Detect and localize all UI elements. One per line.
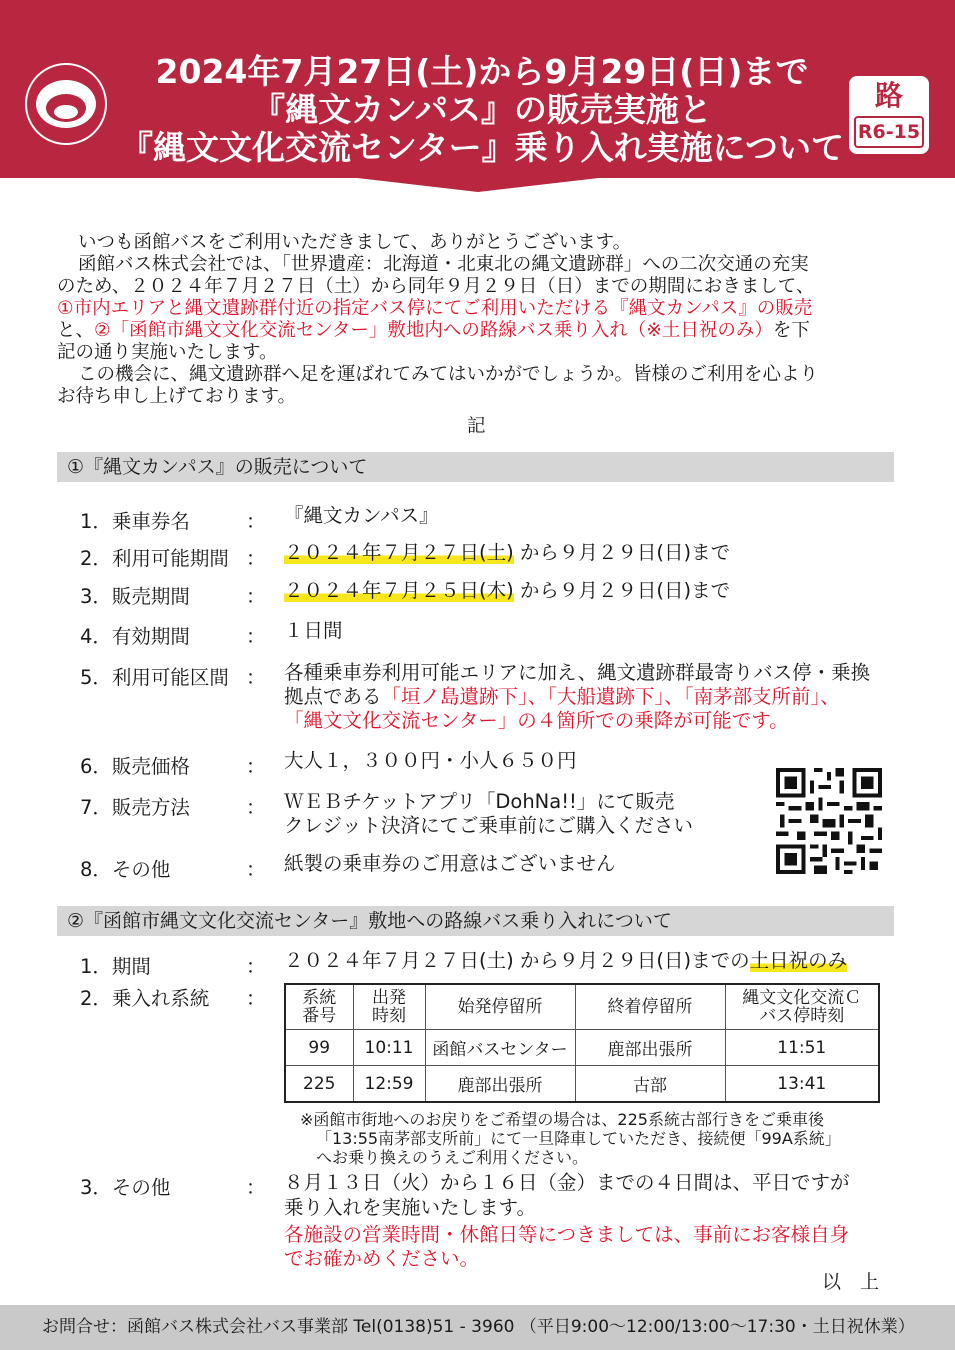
s2-item2-label: 2．乗入れ系統 [80,987,210,1010]
s1-item3-rest: から９月２９日(日)まで [519,579,731,602]
table-header-cell [285,984,353,1030]
colon: ： [246,1176,266,1199]
colon: ： [246,955,266,978]
title-line-1: 2024年7月27日(土)から9月29日(日)まで [155,52,809,91]
colon: ： [246,755,266,778]
header-notch [340,176,616,192]
s2-item3-label: 3．その他 [80,1176,171,1199]
header-depart-time: 出発 時刻 [372,988,406,1026]
note-line-1: ※函館市街地へのお戻りをご希望の場合は、225系統古部行きをご乗車後 [300,1110,824,1129]
colon: ： [246,625,266,648]
s1-item5-line2 [284,685,840,709]
table-header-cell [725,984,879,1030]
header-destination: 終着停留所 [607,997,693,1017]
route-table [284,983,880,1103]
table-cell: 13:41 [725,1066,879,1103]
s2-item1-label: 1．期間 [80,955,151,978]
s1-item7-label: 7．販売方法 [80,796,190,819]
s1-item7-line2: クレジット決済にてご乗車前にご購入ください [284,814,694,837]
title-line-3: 『縄文文化交流センター』乗り入れ実施について [119,128,845,167]
s1-item6-value: 大人１，３００円・小人６５０円 [284,749,577,772]
intro-line-2: 函館バス株式会社では、「世界遺産：北海道・北東北の縄文遺跡群」への二次交通の充実 [78,254,809,275]
colon: ： [246,547,266,570]
s1-item7-line1: ＷＥＢチケットアプリ「DohNa!!」にて販売 [284,790,675,813]
s1-item2-value [284,541,730,565]
table-cell: 10:11 [353,1030,425,1066]
colon: ： [246,666,266,689]
s1-item4-value: １日間 [284,619,343,642]
s1-item8-value: 紙製の乗車券のご用意はございません [284,852,616,875]
qr-code-icon[interactable] [776,768,882,874]
table-cell: 鹿部出張所 [575,1030,725,1066]
intro-line-3: のため、２０２４年７月２７日（土）から同年９月２９日（日）までの期間におきまして、 [57,276,815,297]
s1-item3-label: 3．販売期間 [80,585,190,608]
table-cell: 12:59 [353,1066,425,1103]
s1-item5-label: 5．利用可能区間 [80,666,229,689]
intro-line-1: いつも函館バスをご利用いただきまして、ありがとうございます。 [78,232,632,253]
s1-item2-label: 2．利用可能期間 [80,547,229,570]
table-row [285,1030,879,1066]
intro-line-5-b: を下 [772,320,810,341]
table-cell: 函館バスセンター [425,1030,575,1066]
s1-item2-highlight: ２０２４年７月２７日(土) [284,541,514,564]
table-header-cell [353,984,425,1030]
s1-item5-line3 [284,709,789,733]
table-header-row [285,984,879,1030]
s2-item3-line1: ８月１３日（火）から１６日（金）までの４日間は、平日ですが [284,1171,850,1194]
colon: ： [246,585,266,608]
s1-item5-line3-red: 「縄文文化交流センター」の４箇所での乗降が可能です。 [284,709,789,732]
s1-item2-rest: から９月２９日(日)まで [519,541,731,564]
s1-item1-label: 1．乗車券名 [80,510,190,533]
intro-line-4: ①市内エリアと縄文遺跡群付近の指定バス停にてご利用いただける『縄文カンパス』の販売 [57,298,813,319]
table-cell: 鹿部出張所 [425,1066,575,1103]
colon: ： [246,987,266,1010]
s2-item3-line3: 各施設の営業時間・休館日等につきましては、事前にお客様自身 [284,1223,850,1246]
s2-item1-value [284,949,847,973]
intro-line-5 [57,320,810,342]
table-cell: 225 [285,1066,353,1103]
colon: ： [246,858,266,881]
table-cell: 11:51 [725,1030,879,1066]
badge-route-kanji: 路 [874,79,903,112]
s1-item5-line2-red: 「垣ノ島遺跡下」、「大船遺跡下」、「南茅部支所前」、 [381,685,840,708]
colon: ： [246,796,266,819]
table-header-cell [425,984,575,1030]
table-cell: 99 [285,1030,353,1066]
notice-badge [849,76,929,154]
s1-item8-label: 8．その他 [80,858,171,881]
title-line-2: 『縄文カンパス』の販売実施と [252,90,712,129]
intro-line-6: 記の通り実施いたします。 [57,342,278,363]
badge-notice-number: R6-15 [854,116,924,148]
header-origin: 始発停留所 [457,997,543,1017]
s1-item6-label: 6．販売価格 [80,755,190,778]
note-line-3: へお乗り換えのうえご利用ください。 [316,1148,589,1167]
s1-item4-label: 4．有効期間 [80,625,190,648]
s2-item3-line4: でお確かめください。 [284,1247,480,1270]
s1-item5-line1: 各種乗車券利用可能エリアに加え、縄文遺跡群最寄りバス停・乗換 [284,661,871,684]
footer-contact: お問合せ：函館バス株式会社バス事業部 Tel(0138)51 - 3960 （平日9:00～12:00/13:00～17:30・土日祝休業） [0,1305,955,1350]
table-row [285,1066,879,1103]
intro-line-8: お待ち申し上げております。 [57,386,297,407]
s1-item3-value [284,579,730,603]
s1-item1-value: 『縄文カンパス』 [284,504,439,527]
s1-item5-line2-a: 拠点である [284,685,382,708]
hakodate-bus-logo-icon [24,62,108,146]
intro-line-5-red: ②「函館市縄文文化交流センター」敷地内への路線バス乗り入れ（※土日祝のみ） [94,320,773,341]
colon: ： [246,510,266,533]
intro-line-5-a: と、 [57,320,95,341]
table-cell: 古部 [575,1066,725,1103]
s2-item1-highlight: 土日祝のみ [749,949,848,972]
ki-heading: 記 [467,416,486,437]
s1-item3-highlight: ２０２４年７月２５日(木) [284,579,514,602]
section2-title: ②『函館市縄文文化交流センター』敷地への路線バス乗り入れについて [57,906,894,936]
intro-line-7: この機会に、縄文遺跡群へ足を運ばれてみてはいかがでしょうか。皆様のご利用を心より [78,364,819,385]
section1-title: ①『縄文カンパス』の販売について [57,452,894,482]
header-route-no: 系統 番号 [302,988,337,1026]
s2-item3-line2: 乗り入れを実施いたします。 [284,1196,536,1219]
note-line-2: 「13:55南茅部支所前」にて一旦降車していただき、接続便「99A系統」 [316,1129,841,1148]
header-center-time: 縄文文化交流Ｃ バス停時刻 [742,988,862,1026]
s2-item1-value-a: ２０２４年７月２７日(土) から９月２９日(日)までの [284,949,750,972]
table-header-cell [575,984,725,1030]
closing-text: 以 上 [822,1271,880,1293]
